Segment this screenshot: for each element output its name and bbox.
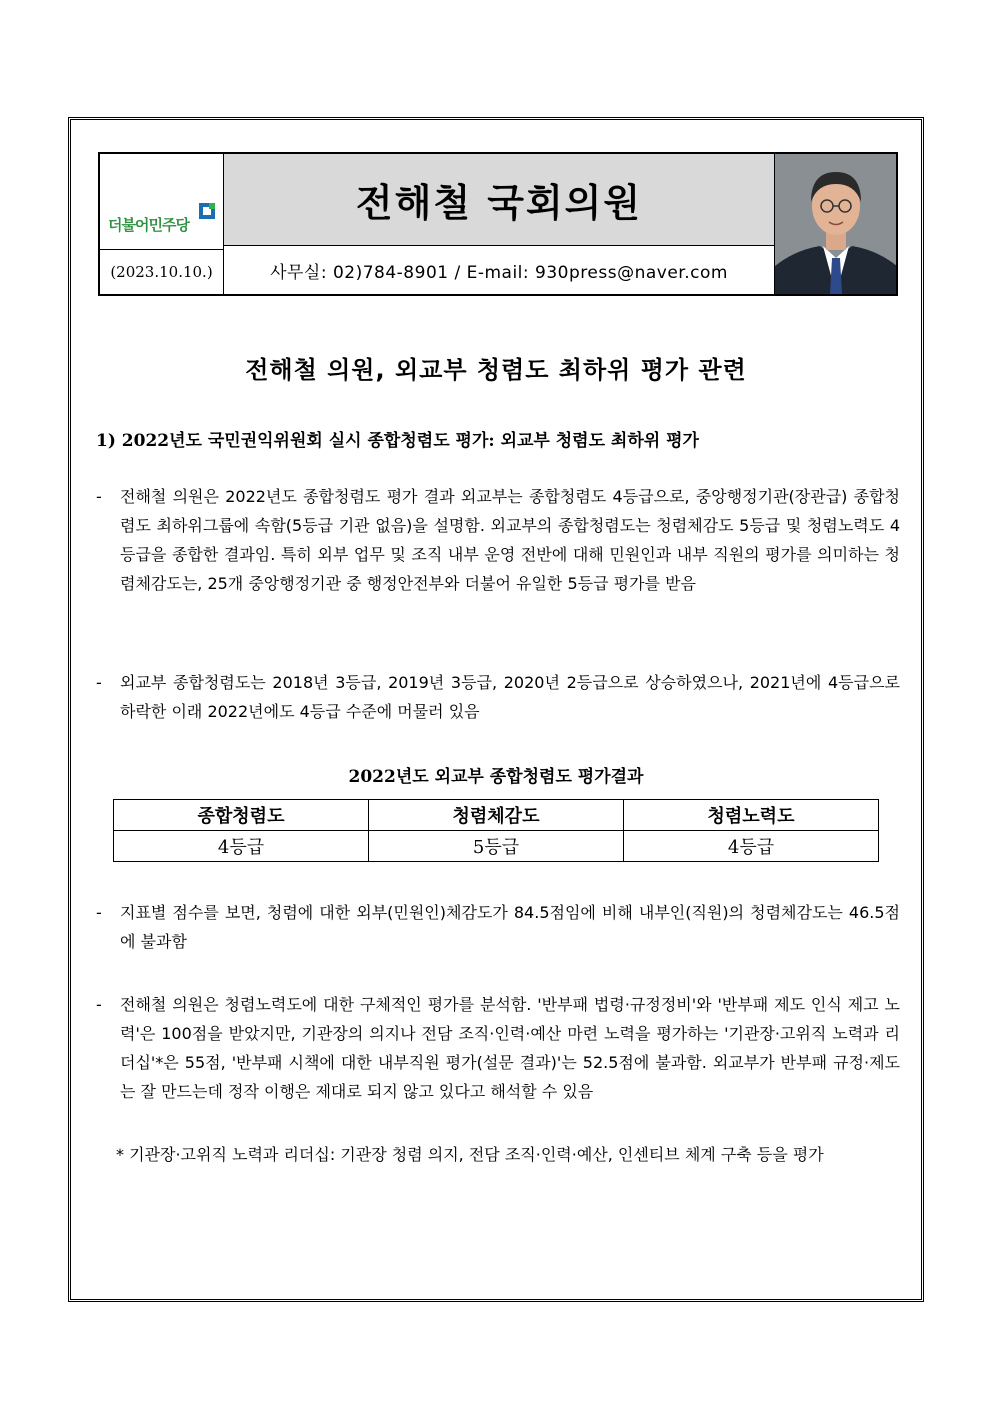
bullet-dash: - xyxy=(96,995,102,1014)
table-header-row xyxy=(114,800,879,831)
headline: 전해철 의원, 외교부 청렴도 최하위 평가 관련 xyxy=(245,356,747,384)
paragraph-text: 전해철 의원은 2022년도 종합청렴도 평가 결과 외교부는 종합청렴도 4등급으로, 중앙행정기관(장관급) 종합청렴도 최하위그룹에 속함(5등급 기관 없음)을 설명함. 외교부의 종합청렴도는 청렴체감도 5등급 및 청렴노력도 4등급을 종합한 결과임. 특히 외부 업무 및 조직 내부 운영 전반에 대해 민원인과 내부 직원의 평가를 의미하는 청렴체감도는, 25개 중앙행정기관 중 행정안전부와 더불어 유일한 5등급 평가를 받음 xyxy=(120,487,900,593)
table-cell: 5등급 xyxy=(369,831,624,862)
portrait-image xyxy=(775,154,896,294)
paragraph xyxy=(96,482,900,598)
table-header-cell: 청렴노력도 xyxy=(624,800,879,831)
paragraph-text: 외교부 종합청렴도는 2018년 3등급, 2019년 3등급, 2020년 2등급으로 상승하였으나, 2021년에 4등급으로 하락한 이래 2022년에도 4등급 수준에 머물러 있음 xyxy=(120,673,900,721)
paragraph xyxy=(96,898,900,956)
press-header xyxy=(98,152,898,296)
bullet-dash: - xyxy=(96,487,102,506)
table-cell: 4등급 xyxy=(114,831,369,862)
table-header-cell: 청렴체감도 xyxy=(369,800,624,831)
table-row xyxy=(114,831,879,862)
paragraph xyxy=(96,990,900,1106)
footnote: * 기관장·고위직 노력과 리더십: 기관장 청렴 의지, 전담 조직·인력·예산, 인센티브 체계 구축 등을 평가 xyxy=(116,1145,824,1164)
party-logo-icon xyxy=(198,202,216,220)
table-cell: 4등급 xyxy=(624,831,879,862)
paragraph-text: 전해철 의원은 청렴노력도에 대한 구체적인 평가를 분석함. '반부패 법령·규정정비'와 '반부패 제도 인식 제고 노력'은 100점을 받았지만, 기관장의 의지나 전담 조직·인력·예산 마련 노력을 평가하는 '기관장·고위직 노력과 리더십'*은 55점, '반부패 시책에 대한 내부직원 평가(설문 결과)'는 52.5점에 불과함. 외교부가 반부패 규정·제도는 잘 만드는데 정작 이행은 제대로 되지 않고 있다고 해석할 수 있음 xyxy=(120,995,900,1101)
table-title: 2022년도 외교부 종합청렴도 평가결과 xyxy=(348,767,644,787)
party-logo-cell xyxy=(100,154,224,250)
bullet-dash: - xyxy=(96,673,102,692)
contact-info: 사무실: 02)784-8901 / E-mail: 930press@naver.com xyxy=(270,262,728,283)
section-title: 1) 2022년도 국민권익위원회 실시 종합청렴도 평가: 외교부 청렴도 최하위 평가 xyxy=(96,431,699,451)
results-table xyxy=(113,799,879,862)
table-header-cell: 종합청렴도 xyxy=(114,800,369,831)
page-title: 전해철 국회의원 xyxy=(224,154,774,246)
party-logo-text: 더불어민주당 xyxy=(108,216,189,234)
paragraph xyxy=(96,668,900,726)
paragraph-text: 지표별 점수를 보면, 청렴에 대한 외부(민원인)체감도가 84.5점임에 비해 내부인(직원)의 청렴체감도는 46.5점에 불과함 xyxy=(120,903,900,951)
release-date: (2023.10.10.) xyxy=(100,250,224,294)
bullet-dash: - xyxy=(96,903,102,922)
portrait-photo xyxy=(774,154,896,294)
